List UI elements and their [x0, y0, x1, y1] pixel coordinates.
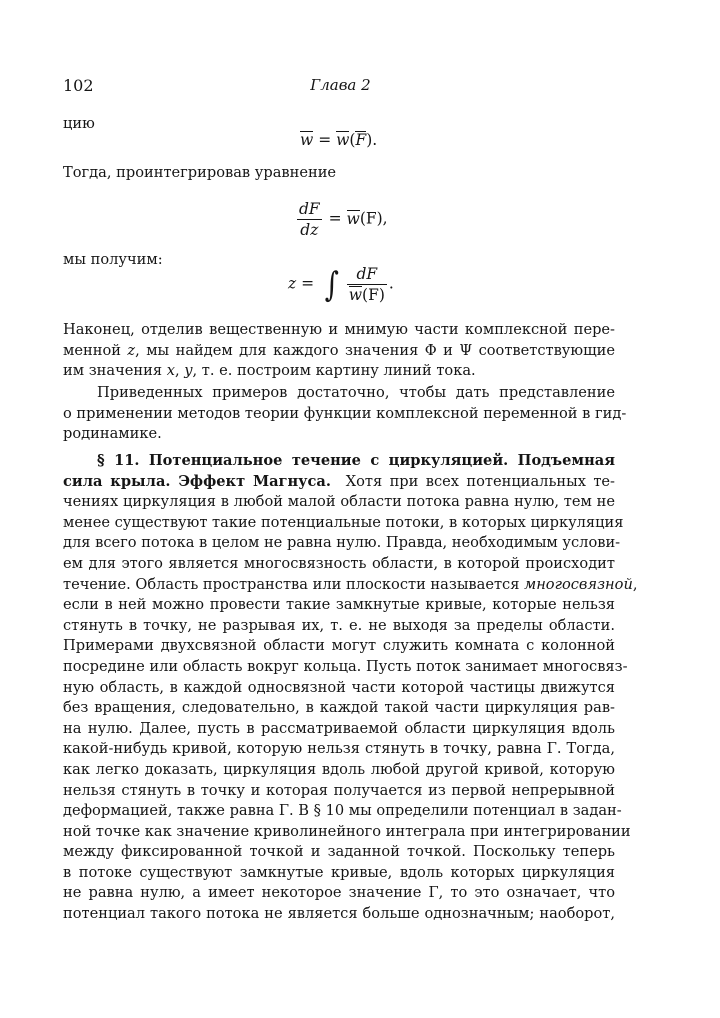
fraction: $\frac{dF}{w(F)}$ — [348, 265, 385, 304]
section-heading-cont: сила крыла. Эффект Магнуса. — [63, 472, 331, 490]
page-header — [63, 76, 618, 98]
intro-fragment: цию — [63, 115, 95, 132]
section-heading: § 11. Потенциальное течение с циркуляцией. Подъемная — [97, 452, 615, 469]
integral-sign: ∫ — [324, 264, 339, 305]
fraction: $\frac{dF}{dz}$ — [299, 200, 320, 239]
formula-2: $\frac{dF}{dz}$ = w(F), — [299, 200, 388, 239]
chapter-title: Глава 2 — [310, 76, 371, 94]
formula-1: w = w(F). — [300, 131, 378, 149]
formula-3: z = ∫ $\frac{dF}{w(F)}$ . — [288, 264, 394, 305]
paragraph-2: Приведенных примеров достаточно, чтобы дать представление о применении методов теории функции комплексной переменной в гид- родинамике. — [63, 384, 627, 443]
term-multiply-connected: многосвязной — [524, 575, 633, 593]
page-number: 102 — [63, 76, 94, 95]
intro-sentence: Тогда, проинтегрировав уравнение — [63, 164, 337, 181]
section-11: § 11. Потенциальное течение с циркуляцией. Подъемная сила крыла. Эффект Магнуса. Хотя при всех потенциальных те- чениях циркуляция в любой малой области потока равна нулю, тем не менее существуют такие потенциальные потоки, в которых циркуляция для всего потока в целом не равна нулю. Правда, необходимым услови- ем для этого является многосвязность области, в которой происходит течение. Область пространства или плоскости называется многосвязной, если в ней можно провести такие замкнутые кривые, которые нельзя стянуть в точку, не разрывая их, т. е. не выходя за пределы области. Примерами двухсвязной области могут служить комната с колонной посредине или область вокруг кольца. Пусть поток занимает многосвяз- ную область, в каждой односвязной части которой частицы движутся без вращения, следовательно, в каждой такой части циркуляция рав- на нулю. Далее, пусть в рассматриваемой области циркуляция вдоль какой-нибудь кривой, которую нельзя стянуть в точку, равна Γ. Тогда, как легко доказать, циркуляция вдоль любой другой кривой, которую нельзя стянуть в точку и которая получается из первой непрерывной деформацией, также равна Γ. В § 10 мы определили потенциал в задан- ной точке как значение криволинейного интеграла при интегрировании между фиксированной точкой и заданной точкой. Поскольку теперь в потоке существуют замкнутые кривые, вдоль которых циркуляция не равна нулю, а имеет некоторое значение Γ, то это означает, что потенциал такого потока не является больше однозначным; наоборот, — [63, 452, 638, 923]
intro-result: мы получим: — [63, 251, 163, 268]
paragraph-1: Наконец, отделив вещественную и мнимую части комплексной пере- менной z, мы найдем для каждого значения Φ и Ψ соответствующие им значения x, y, т. е. построим картину линий тока. — [63, 321, 616, 380]
